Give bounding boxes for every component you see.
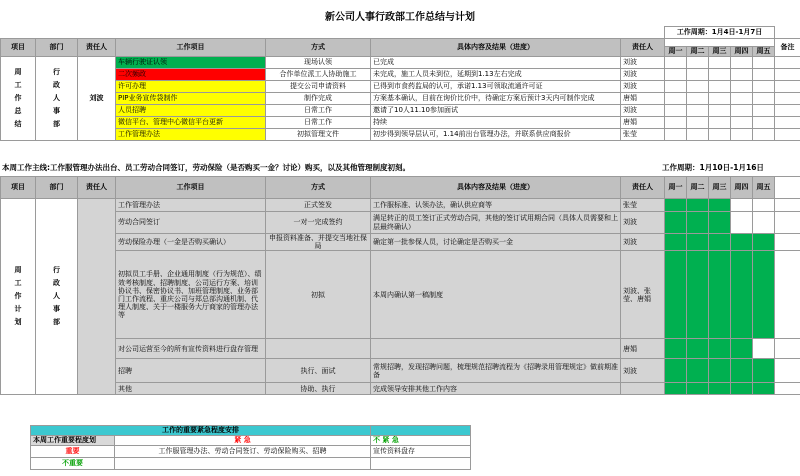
note-cell — [775, 212, 800, 234]
note-cell — [775, 93, 800, 105]
day-cell — [665, 234, 687, 251]
owner-cell: 唐娟 — [621, 117, 665, 129]
col-fri: 周五 — [753, 177, 775, 199]
day-cell — [753, 339, 775, 359]
content-cell: 本周内确认第一稿制度 — [371, 251, 621, 339]
col-content: 具体内容及结果（进度） — [371, 177, 621, 199]
note-cell — [775, 199, 800, 212]
day-cell — [687, 339, 709, 359]
important-not-urgent-cell: 宣传资料盘存 — [371, 446, 471, 458]
dept-label: 行 政 人 事 部 — [36, 199, 78, 395]
content-cell: 已得到市食药监局的认可，承诺1.13可领取流通许可证 — [371, 81, 621, 93]
day-cell — [731, 199, 753, 212]
urgency-table — [30, 425, 471, 470]
day-cell — [665, 93, 687, 105]
plan-row — [1, 199, 800, 212]
content-cell: 已完成 — [371, 57, 621, 69]
note-cell — [775, 57, 800, 69]
day-cell — [709, 359, 731, 383]
plan-row — [1, 359, 800, 383]
owner-cell: 刘波 — [621, 81, 665, 93]
col-owner2: 责任人 — [621, 39, 665, 57]
method-cell: 现场认领 — [266, 57, 371, 69]
task-cell: 许可办理 — [116, 81, 266, 93]
col-task: 工作项目 — [116, 177, 266, 199]
method-cell: 协助、执行 — [266, 383, 371, 395]
method-cell: 日常工作 — [266, 117, 371, 129]
method-cell: 合作单位派工人协助施工 — [266, 69, 371, 81]
col-owner2: 责任人 — [621, 177, 665, 199]
plan-owner — [78, 199, 116, 395]
urgent-header: 紧 急 — [115, 436, 371, 446]
day-cell — [665, 129, 687, 141]
day-cell — [731, 359, 753, 383]
day-cell — [687, 234, 709, 251]
urgency-row-label: 本周工作重要程度划 — [31, 436, 115, 446]
day-cell — [753, 93, 775, 105]
method-cell: 申报资料准备、并提交当地社保局 — [266, 234, 371, 251]
day-cell — [753, 359, 775, 383]
col-fri: 周五 — [753, 47, 775, 57]
content-cell: 邀请了10人11.10参加面试 — [371, 105, 621, 117]
urgency-title: 工作的重要紧急程度安排 — [31, 426, 371, 436]
day-cell — [709, 212, 731, 234]
day-cell — [753, 81, 775, 93]
col-dept: 部门 — [36, 177, 78, 199]
summary-row — [1, 69, 800, 81]
day-cell — [687, 93, 709, 105]
content-cell: 确定第一批参保人员，讨论确定是否购买一金 — [371, 234, 621, 251]
summary-row — [1, 105, 800, 117]
day-cell — [753, 57, 775, 69]
task-cell: 微信平台、管理中心微信平台更新 — [116, 117, 266, 129]
summary-table — [0, 26, 800, 141]
day-cell — [687, 383, 709, 395]
important-urgent-cell: 工作服管理办法、劳动合同签订、劳动保险购买、招聘 — [115, 446, 371, 458]
col-tue: 周二 — [687, 177, 709, 199]
col-owner: 责任人 — [78, 177, 116, 199]
task-cell: 车辆行驶证认领 — [116, 57, 266, 69]
method-cell: 正式签发 — [266, 199, 371, 212]
day-cell — [665, 81, 687, 93]
summary-row — [1, 57, 800, 69]
owner-cell: 张莹 — [621, 129, 665, 141]
method-cell: 初拟 — [266, 251, 371, 339]
owner-cell: 刘波、张莹、唐娟 — [621, 251, 665, 339]
day-cell — [731, 339, 753, 359]
owner-cell: 刘波 — [621, 212, 665, 234]
task-cell: 人员招聘 — [116, 105, 266, 117]
method-cell — [266, 339, 371, 359]
day-cell — [665, 199, 687, 212]
col-wed: 周三 — [709, 177, 731, 199]
day-cell — [753, 117, 775, 129]
content-cell: 完成领导安排其他工作内容 — [371, 383, 621, 395]
task-cell: 工作管理办法 — [116, 199, 266, 212]
col-task: 工作项目 — [116, 39, 266, 57]
content-cell: 常规招聘，发现招聘问题，梳理规范招聘流程为《招聘录用管理规定》做前期准备 — [371, 359, 621, 383]
col-mon: 周一 — [665, 177, 687, 199]
day-cell — [665, 69, 687, 81]
summary-owner: 刘波 — [78, 57, 116, 141]
day-cell — [687, 199, 709, 212]
day-cell — [687, 69, 709, 81]
day-cell — [665, 339, 687, 359]
note-cell — [775, 105, 800, 117]
task-cell: 二次频政 — [116, 69, 266, 81]
owner-cell: 刘波 — [621, 69, 665, 81]
owner-cell: 唐娟 — [621, 93, 665, 105]
important-label: 重要 — [31, 446, 115, 458]
day-cell — [709, 199, 731, 212]
day-cell — [665, 359, 687, 383]
method-cell: 制作完成 — [266, 93, 371, 105]
note-cell — [775, 234, 800, 251]
day-cell — [731, 81, 753, 93]
day-cell — [709, 93, 731, 105]
task-cell: 招聘 — [116, 359, 266, 383]
day-cell — [731, 212, 753, 234]
day-cell — [709, 69, 731, 81]
summary-row — [1, 93, 800, 105]
day-cell — [731, 251, 753, 339]
owner-cell: 刘波 — [621, 359, 665, 383]
note-cell — [775, 359, 800, 383]
day-cell — [709, 339, 731, 359]
day-cell — [687, 251, 709, 339]
col-owner: 责任人 — [78, 39, 116, 57]
day-cell — [731, 105, 753, 117]
day-cell — [731, 234, 753, 251]
day-cell — [709, 251, 731, 339]
day-cell — [665, 212, 687, 234]
method-cell: 初拟管理文件 — [266, 129, 371, 141]
day-cell — [665, 117, 687, 129]
col-item: 项目 — [1, 177, 36, 199]
day-cell — [665, 105, 687, 117]
method-cell: 提交公司申请资料 — [266, 81, 371, 93]
task-cell: 工作管理办法 — [116, 129, 266, 141]
col-wed: 周三 — [709, 47, 731, 57]
content-cell: 满足转正的员工签订正式劳动合同，其他的签订试用期合同（具体人员需要和上层最终确认） — [371, 212, 621, 234]
note-cell — [775, 69, 800, 81]
day-cell — [709, 105, 731, 117]
content-cell — [371, 339, 621, 359]
note-cell — [775, 251, 800, 339]
method-cell: 一对一完成签约 — [266, 212, 371, 234]
summary-label: 周 工 作 总 结 — [1, 57, 36, 141]
method-cell: 执行、面试 — [266, 359, 371, 383]
day-cell — [731, 69, 753, 81]
note-cell — [775, 339, 800, 359]
plan-label: 周 工 作 计 划 — [1, 199, 36, 395]
note-cell — [775, 117, 800, 129]
plan-row — [1, 383, 800, 395]
owner-cell — [621, 383, 665, 395]
day-cell — [753, 212, 775, 234]
day-cell — [731, 383, 753, 395]
col-item: 项目 — [1, 39, 36, 57]
col-tue: 周二 — [687, 47, 709, 57]
summary-row — [1, 81, 800, 93]
not-urgent-header: 不 紧 急 — [371, 436, 471, 446]
dept-label: 行 政 人 事 部 — [36, 57, 78, 141]
day-cell — [753, 251, 775, 339]
task-cell: 初拟员工手册、企业通用制度（行为规范）、绩效考核制度、招聘制度、公司运行方案、培训协议书、保密协议书、加班管理制度、业务部门工作流程、重庆公司与郑总部沟通机制、代理人制度、关于一楼服务大厅商家的管理办法等 — [116, 251, 266, 339]
task-cell: 其他 — [116, 383, 266, 395]
col-thu: 周四 — [731, 177, 753, 199]
day-cell — [687, 212, 709, 234]
day-cell — [687, 129, 709, 141]
day-cell — [665, 383, 687, 395]
col-dept: 部门 — [36, 39, 78, 57]
day-cell — [753, 234, 775, 251]
task-cell: 劳动合同签订 — [116, 212, 266, 234]
day-cell — [687, 57, 709, 69]
note-cell — [775, 81, 800, 93]
day-cell — [687, 117, 709, 129]
content-cell: 未完成，施工人员未到位，延期到1.13左右完成 — [371, 69, 621, 81]
day-cell — [687, 359, 709, 383]
plan-row — [1, 339, 800, 359]
summary-row — [1, 117, 800, 129]
page-title: 新公司人事行政部工作总结与计划 — [325, 12, 475, 23]
summary-row — [1, 129, 800, 141]
owner-cell: 唐娟 — [621, 339, 665, 359]
plan-row — [1, 251, 800, 339]
day-cell — [731, 129, 753, 141]
content-cell: 初步得到领导层认可，1.14前出台管理办法，并联系供应商报价 — [371, 129, 621, 141]
owner-cell: 刘波 — [621, 234, 665, 251]
task-cell: 劳动保险办理（一金是否购买确认） — [116, 234, 266, 251]
plan-row — [1, 234, 800, 251]
col-mon: 周一 — [665, 47, 687, 57]
day-cell — [665, 251, 687, 339]
col-content: 具体内容及结果（进度） — [371, 39, 621, 57]
plan-table — [0, 176, 800, 395]
col-thu: 周四 — [731, 47, 753, 57]
day-cell — [687, 81, 709, 93]
day-cell — [753, 383, 775, 395]
content-cell: 工作服标准、认领办法，确认供应商等 — [371, 199, 621, 212]
owner-cell: 刘波 — [621, 105, 665, 117]
period-label-1: 工作周期：1月4日-1月7日 — [665, 27, 775, 39]
day-cell — [709, 57, 731, 69]
period-label-2: 工作周期：1月10日-1月16日 — [662, 163, 764, 172]
owner-cell: 刘波 — [621, 57, 665, 69]
col-method: 方式 — [266, 39, 371, 57]
not-important-label: 不重要 — [31, 458, 115, 470]
note-cell — [775, 383, 800, 395]
plan-row — [1, 212, 800, 234]
col-note: 备注 — [775, 39, 800, 57]
day-cell — [709, 383, 731, 395]
mainline-text: 本周工作主线:工作服管理办法出台、员工劳动合同签订，劳动保险（是否购买一金？讨论）购买，以及其他管理制度初刻。 — [2, 163, 410, 172]
day-cell — [709, 81, 731, 93]
day-cell — [709, 234, 731, 251]
day-cell — [687, 105, 709, 117]
day-cell — [665, 57, 687, 69]
day-cell — [709, 129, 731, 141]
day-cell — [731, 117, 753, 129]
day-cell — [709, 117, 731, 129]
day-cell — [753, 129, 775, 141]
task-cell: 对公司运营至今的所有宣传资料进行盘存管理 — [116, 339, 266, 359]
day-cell — [753, 105, 775, 117]
task-cell: PIP业务宣传袋制作 — [116, 93, 266, 105]
col-method: 方式 — [266, 177, 371, 199]
note-cell — [775, 129, 800, 141]
method-cell: 日常工作 — [266, 105, 371, 117]
day-cell — [731, 93, 753, 105]
day-cell — [753, 69, 775, 81]
content-cell: 持续 — [371, 117, 621, 129]
day-cell — [731, 57, 753, 69]
content-cell: 方案基本确认，目前在询价比价中，待确定方案后预计3天内可制作完成 — [371, 93, 621, 105]
day-cell — [753, 199, 775, 212]
owner-cell: 张莹 — [621, 199, 665, 212]
